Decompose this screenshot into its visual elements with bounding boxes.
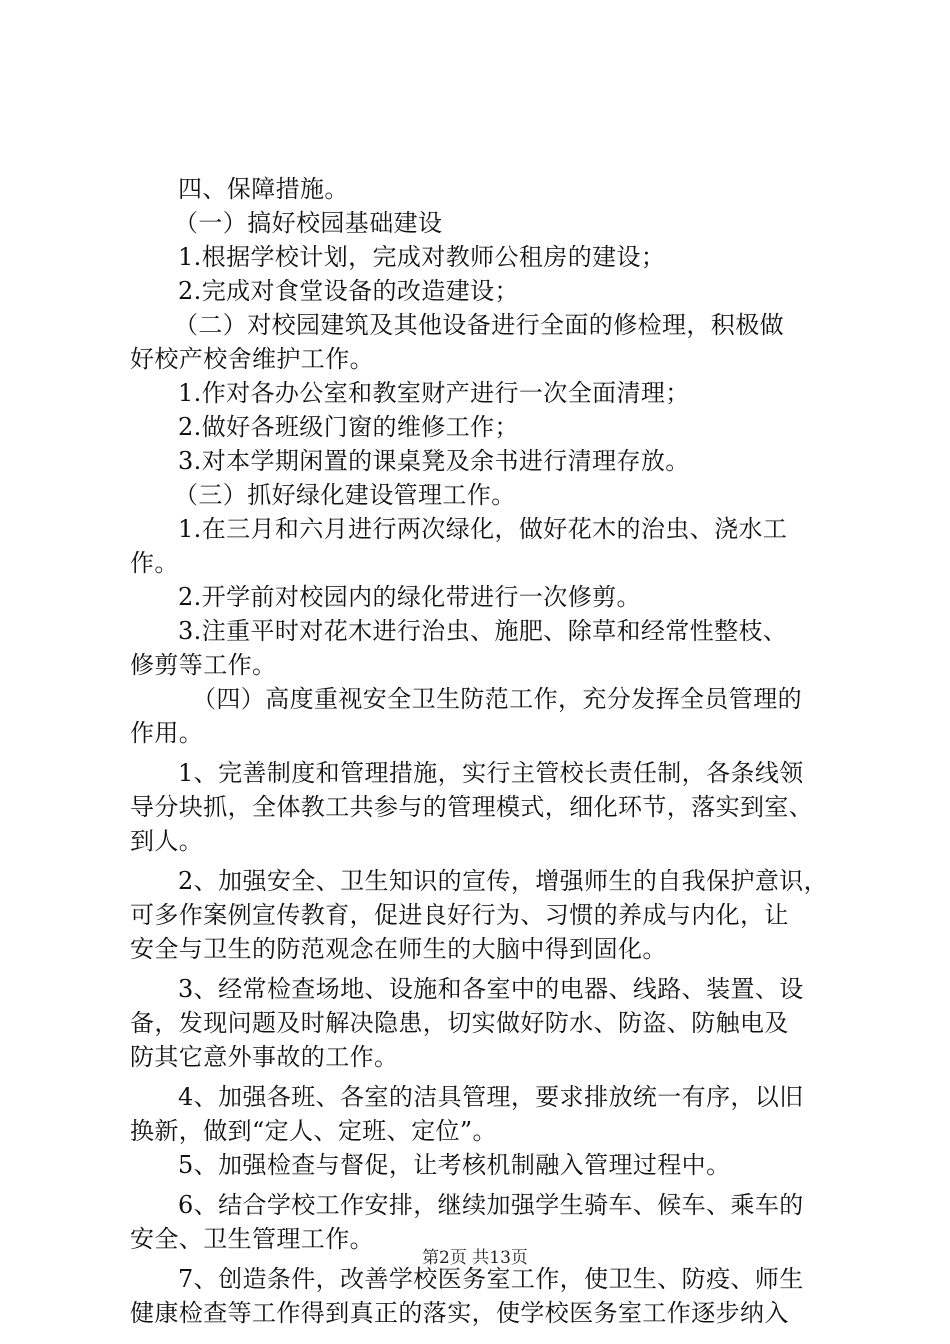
section-heading: 四、保障措施。 xyxy=(178,175,349,203)
paragraph-line: 到人。 xyxy=(130,827,204,855)
paragraph-line: 换新，做到“定人、定班、定位”。 xyxy=(130,1117,497,1145)
paragraph-line: 可多作案例宣传教育，促进良好行为、习惯的养成与内化，让 xyxy=(130,901,789,929)
paragraph-line: 7、创造条件，改善学校医务室工作，使卫生、防疫、师生 xyxy=(178,1265,804,1293)
subsection-heading-cont: 好校产校舍维护工作。 xyxy=(130,345,374,373)
list-item: 2.完成对食堂设备的改造建设； xyxy=(178,277,519,305)
paragraph-line: 1、完善制度和管理措施，实行主管校长责任制，各条线领 xyxy=(178,759,804,787)
document-body xyxy=(130,172,835,1330)
paragraph-line: 健康检查等工作得到真正的落实，使学校医务室工作逐步纳入 xyxy=(130,1299,789,1327)
list-item: 1.在三月和六月进行两次绿化，做好花木的治虫、浇水工 xyxy=(178,515,788,543)
list-item: 2.做好各班级门窗的维修工作； xyxy=(178,413,519,441)
list-item: 1.作对各办公室和教室财产进行一次全面清理； xyxy=(178,379,690,407)
paragraph-line: 2、加强安全、卫生知识的宣传，增强师生的自我保护意识， xyxy=(178,867,829,895)
paragraph-line: 导分块抓，全体教工共参与的管理模式，细化环节，落实到室、 xyxy=(130,793,814,821)
subsection-heading-cont: 作用。 xyxy=(130,719,204,747)
subsection-heading: （三）抓好绿化建设管理工作。 xyxy=(174,481,516,509)
list-item: 3.注重平时对花木进行治虫、施肥、除草和经常性整枝、 xyxy=(178,617,788,645)
subsection-heading: （一）搞好校园基础建设 xyxy=(174,209,443,237)
subsection-heading: （四）高度重视安全卫生防范工作，充分发挥全员管理的 xyxy=(192,685,802,713)
list-item: 2.开学前对校园内的绿化带进行一次修剪。 xyxy=(178,583,641,611)
paragraph-line: 防其它意外事故的工作。 xyxy=(130,1043,399,1071)
list-item: 3.对本学期闲置的课桌凳及余书进行清理存放。 xyxy=(178,447,690,475)
paragraph-line: 4、加强各班、各室的洁具管理，要求排放统一有序，以旧 xyxy=(178,1083,804,1111)
subsection-heading: （二）对校园建筑及其他设备进行全面的修检理，积极做 xyxy=(174,311,784,339)
paragraph-line: 3、经常检查场地、设施和各室中的电器、线路、装置、设 xyxy=(178,975,804,1003)
paragraph-line: 安全与卫生的防范观念在师生的大脑中得到固化。 xyxy=(130,935,667,963)
paragraph-line: 5、加强检查与督促，让考核机制融入管理过程中。 xyxy=(178,1151,731,1179)
page-number-footer: 第2页 共13页 xyxy=(422,1248,528,1268)
list-item: 1.根据学校计划，完成对教师公租房的建设； xyxy=(178,243,666,271)
paragraph-line: 安全、卫生管理工作。 xyxy=(130,1225,374,1253)
paragraph-line: 6、结合学校工作安排，继续加强学生骑车、候车、乘车的 xyxy=(178,1191,804,1219)
list-item-cont: 修剪等工作。 xyxy=(130,651,277,679)
paragraph-line: 备，发现问题及时解决隐患，切实做好防水、防盗、防触电及 xyxy=(130,1009,789,1037)
list-item-cont: 作。 xyxy=(130,549,179,577)
